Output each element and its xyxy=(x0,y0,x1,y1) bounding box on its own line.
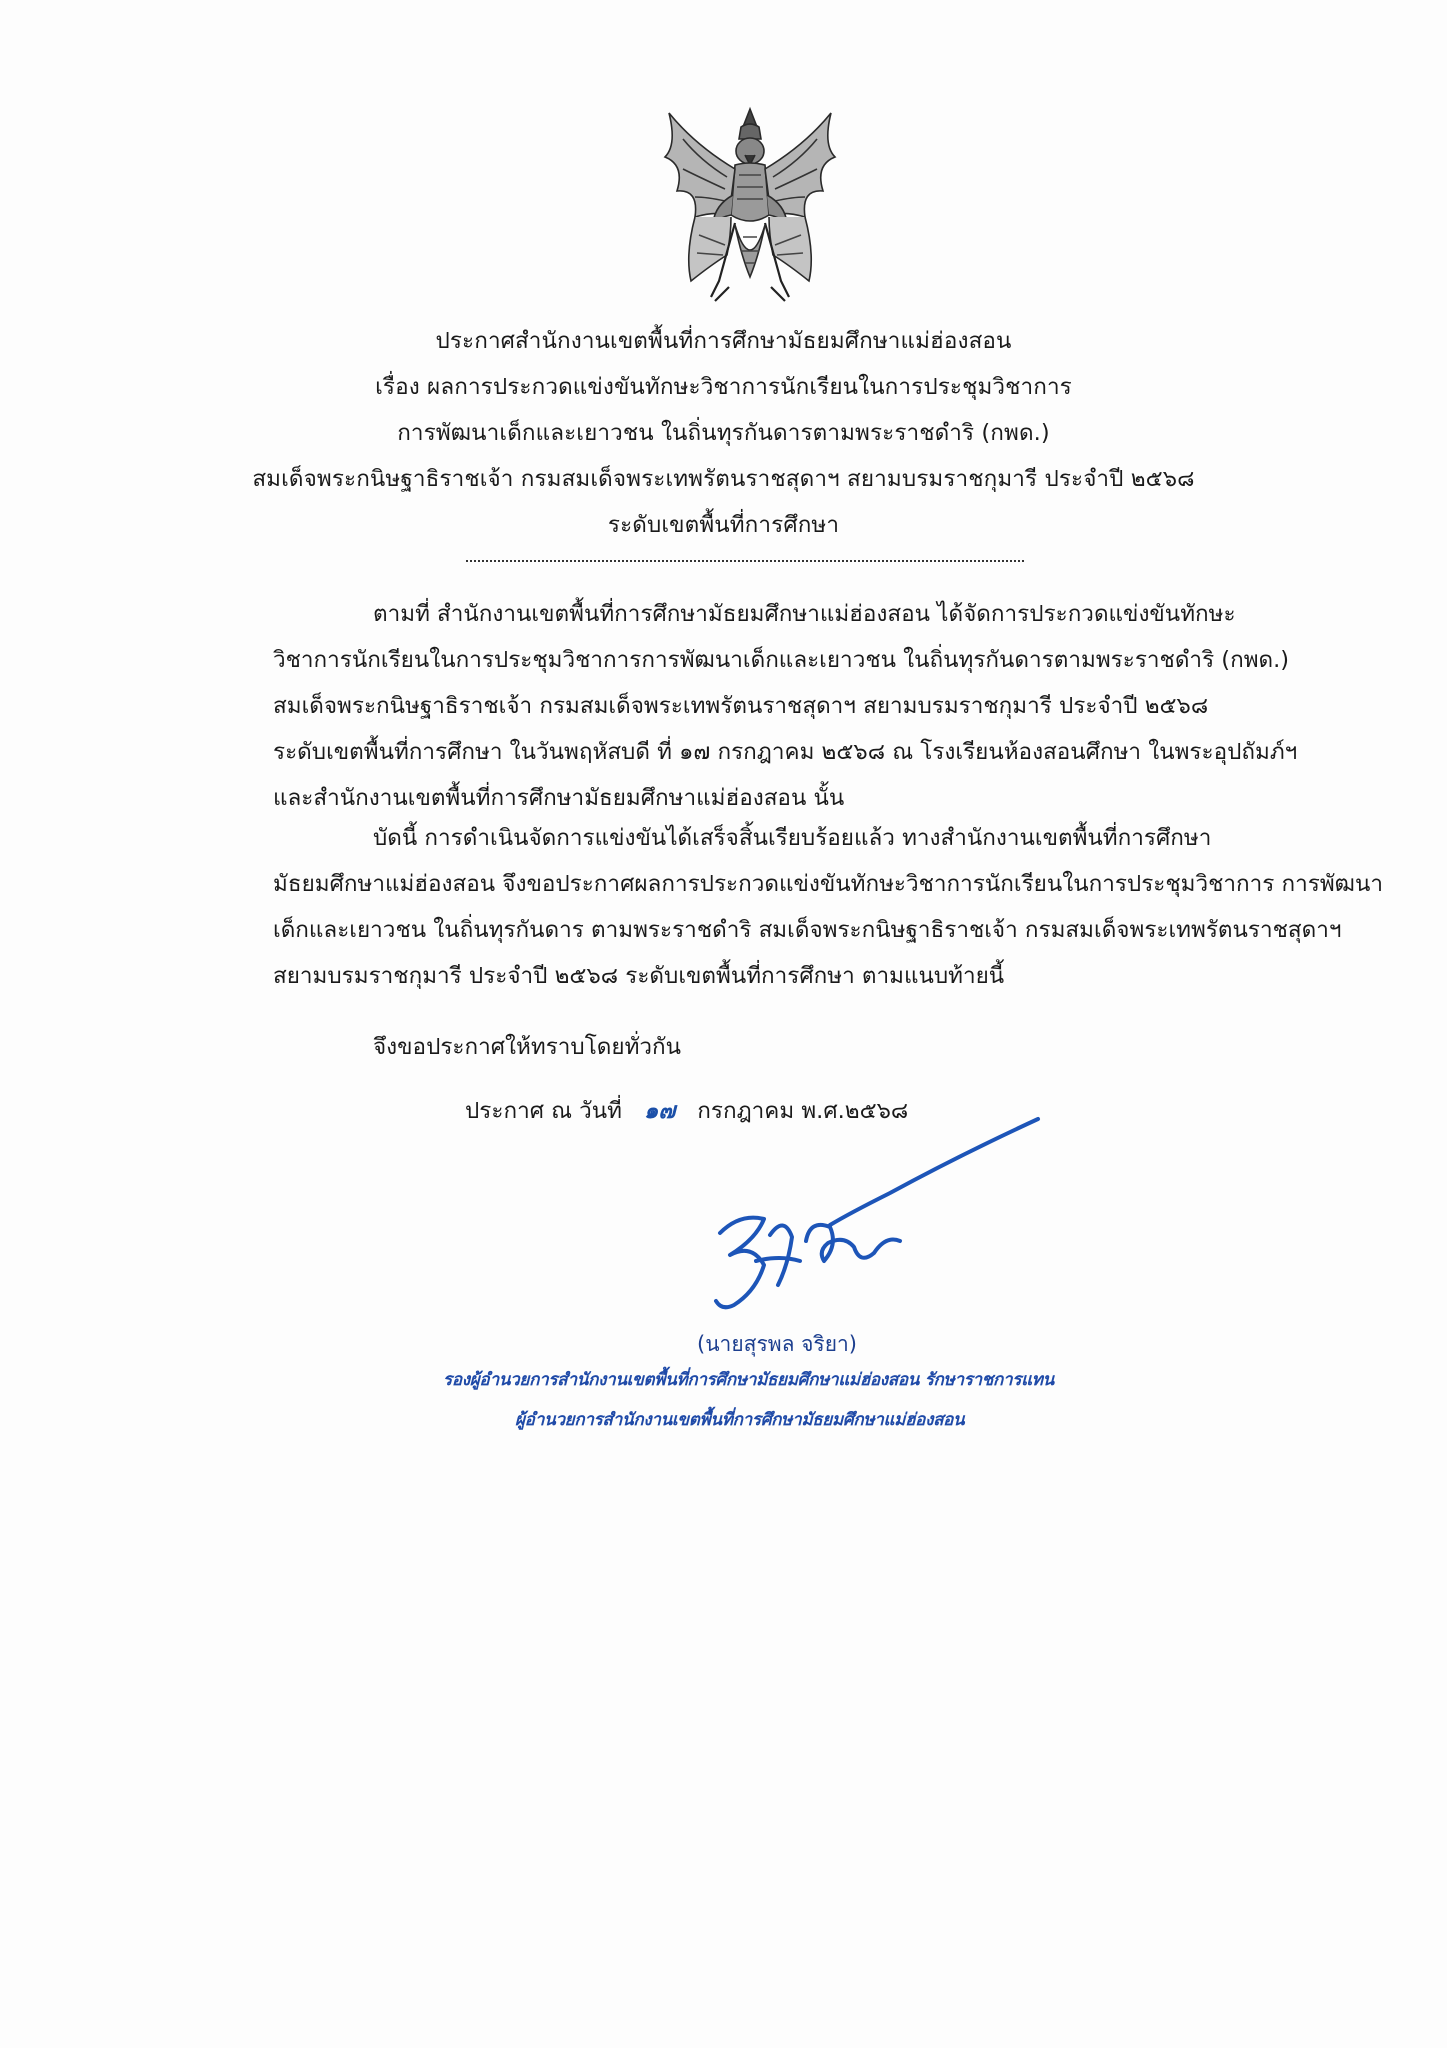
title-line: เรื่อง ผลการประกวดแข่งขันทักษะวิชาการนักเรียนในการประชุมวิชาการ xyxy=(375,374,1072,400)
signer-position: รองผู้อำนวยการสำนักงานเขตพื้นที่การศึกษามัธยมศึกษาแม่ฮ่องสอน รักษาราชการแทน xyxy=(443,1370,1054,1390)
garuda-emblem-icon xyxy=(655,105,845,305)
title-line: สมเด็จพระกนิษฐาธิราชเจ้า กรมสมเด็จพระเทพรัตนราชสุดาฯ สยามบรมราชกุมารี ประจำปี ๒๕๖๘ xyxy=(252,466,1195,492)
paragraph-line: ระดับเขตพื้นที่การศึกษา ในวันพฤหัสบดี ที่ ๑๗ กรกฎาคม ๒๕๖๘ ณ โรงเรียนห้องสอนศึกษา ในพระอุปถัมภ์ฯ xyxy=(273,739,1298,765)
paragraph-line: มัธยมศึกษาแม่ฮ่องสอน จึงขอประกาศผลการประกวดแข่งขันทักษะวิชาการนักเรียนในการประชุมวิชาการ การพัฒนา xyxy=(273,871,1384,897)
title-line: ระดับเขตพื้นที่การศึกษา xyxy=(607,512,840,538)
paragraph-line: และสำนักงานเขตพื้นที่การศึกษามัธยมศึกษาแม่ฮ่องสอน นั้น xyxy=(273,785,845,811)
paragraph-line: สมเด็จพระกนิษฐาธิราชเจ้า กรมสมเด็จพระเทพรัตนราชสุดาฯ สยามบรมราชกุมารี ประจำปี ๒๕๖๘ xyxy=(273,693,1209,719)
paragraph-line: ตามที่ สำนักงานเขตพื้นที่การศึกษามัธยมศึกษาแม่ฮ่องสอน ได้จัดการประกวดแข่งขันทักษะ xyxy=(373,601,1236,627)
dotted-divider xyxy=(466,560,1024,562)
signer-position: ผู้อำนวยการสำนักงานเขตพื้นที่การศึกษามัธยมศึกษาแม่ฮ่องสอน xyxy=(515,1410,965,1430)
title-line: ประกาศสำนักงานเขตพื้นที่การศึกษามัธยมศึกษาแม่ฮ่องสอน xyxy=(435,328,1012,354)
closing-statement: จึงขอประกาศให้ทราบโดยทั่วกัน xyxy=(373,1034,682,1060)
paragraph-line: เด็กและเยาวชน ในถิ่นทุรกันดาร ตามพระราชดำริ สมเด็จพระกนิษฐาธิราชเจ้า กรมสมเด็จพระเทพรัตนราชสุดาฯ xyxy=(273,917,1342,943)
body-paragraph-2 xyxy=(273,815,1383,999)
body-paragraph-1 xyxy=(273,591,1297,821)
paragraph-line: วิชาการนักเรียนในการประชุมวิชาการการพัฒนาเด็กและเยาวชน ในถิ่นทุรกันดารตามพระราชดำริ (กพด.) xyxy=(273,647,1290,673)
signer-name: (นายสุรพล จริยา) xyxy=(697,1332,858,1356)
title-line: การพัฒนาเด็กและเยาวชน ในถิ่นทุรกันดารตามพระราชดำริ (กพด.) xyxy=(397,420,1050,446)
handwritten-signature xyxy=(660,1115,1050,1330)
announcement-title xyxy=(150,318,1297,548)
date-day: ๑๗ xyxy=(644,1098,676,1124)
paragraph-line: บัดนี้ การดำเนินจัดการแข่งขันได้เสร็จสิ้นเรียบร้อยแล้ว ทางสำนักงานเขตพื้นที่การศึกษา xyxy=(373,825,1212,851)
date-suffix: กรกฎาคม พ.ศ.๒๕๖๘ xyxy=(697,1098,909,1124)
date-prefix: ประกาศ ณ วันที่ xyxy=(465,1098,623,1124)
paragraph-line: สยามบรมราชกุมารี ประจำปี ๒๕๖๘ ระดับเขตพื้นที่การศึกษา ตามแนบท้ายนี้ xyxy=(273,963,1005,989)
